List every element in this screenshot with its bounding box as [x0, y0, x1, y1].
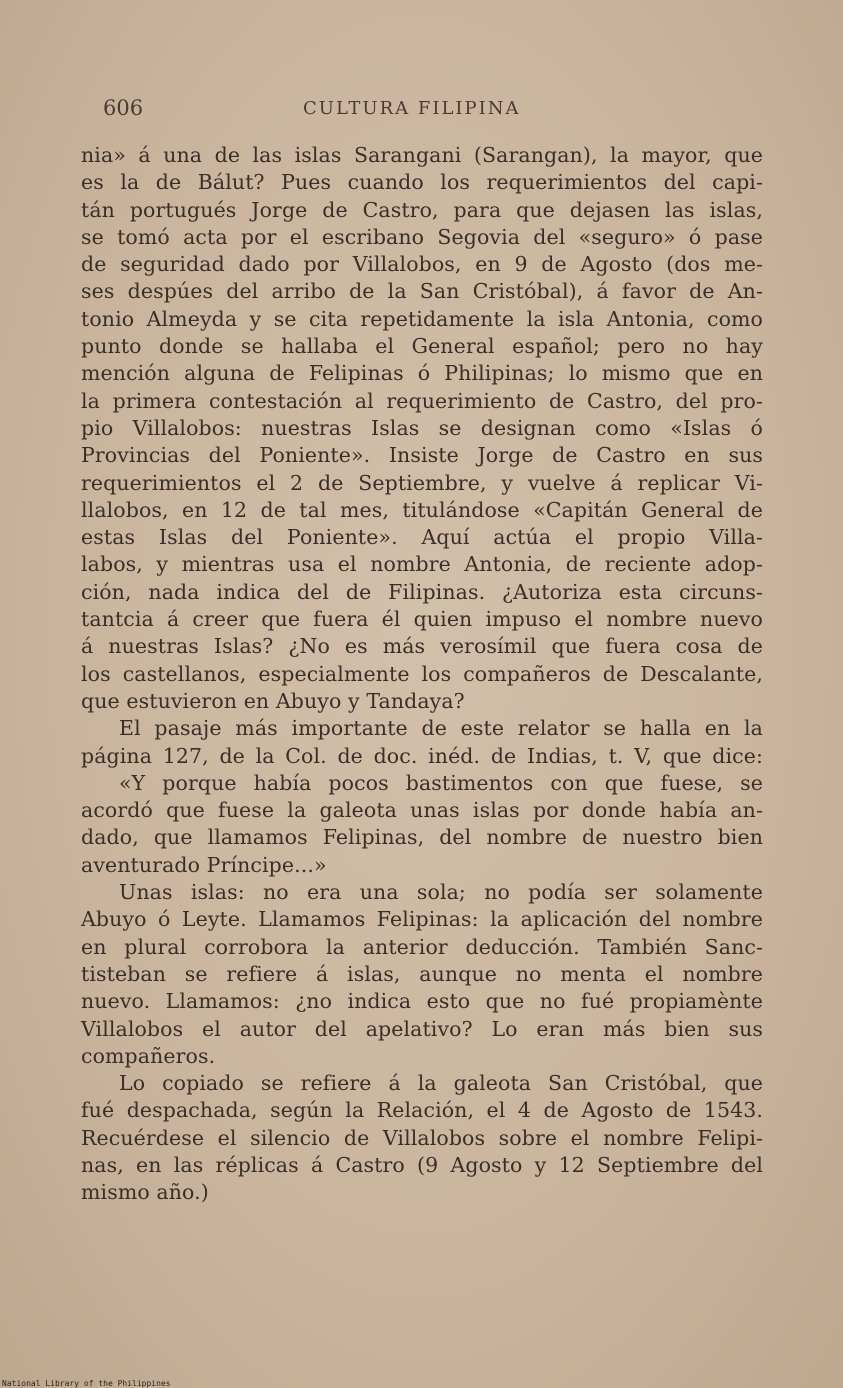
page-number: 606	[103, 96, 144, 120]
text-line: acordó que fuese la galeota unas islas por donde había an-	[81, 798, 763, 823]
text-line: pio Villalobos: nuestras Islas se designan como «Islas ó	[81, 415, 763, 440]
text-line: nia» á una de las islas Sarangani (Sarangan), la mayor, que	[81, 143, 763, 167]
text-line: á nuestras Islas? ¿No es más verosímil que fuera cosa de	[81, 634, 763, 659]
text-line: se tomó acta por el escribano Segovia del «seguro» ó pase	[81, 224, 763, 249]
text-line: Abuyo ó Leyte. Llamamos Felipinas: la aplicación del nombre	[81, 907, 763, 932]
text-line: mención alguna de Felipinas ó Philipinas; lo mismo que en	[81, 361, 763, 386]
text-line: Unas islas: no era una sola; no podía ser solamente	[119, 880, 763, 905]
text-line: Provincias del Poniente». Insiste Jorge de Castro en sus	[81, 443, 763, 468]
text-line: punto donde se hallaba el General español; pero no hay	[81, 334, 763, 359]
text-line: en plural corrobora la anterior deducción. También Sanc-	[81, 934, 763, 959]
text-line: tantcia á creer que fuera él quien impuso el nombre nuevo	[81, 607, 763, 632]
text-line: labos, y mientras usa el nombre Antonia, de reciente adop-	[81, 552, 763, 577]
text-line: Recuérdese el silencio de Villalobos sobre el nombre Felipi-	[81, 1125, 763, 1150]
text-line: El pasaje más importante de este relator se halla en la	[119, 716, 763, 741]
text-line: «Y porque había pocos bastimentos con que fuese, se	[119, 770, 763, 795]
text-line: requerimientos el 2 de Septiembre, y vuelve á replicar Vi-	[81, 470, 763, 495]
body-text	[81, 142, 763, 1207]
text-line: llalobos, en 12 de tal mes, titulándose «Capitán General de	[81, 497, 763, 522]
text-line: nas, en las réplicas á Castro (9 Agosto y 12 Septiembre del	[81, 1152, 763, 1177]
text-line: dado, que llamamos Felipinas, del nombre de nuestro bien	[81, 825, 763, 850]
text-line: ses despúes del arribo de la San Cristóbal), á favor de An-	[81, 279, 763, 304]
text-line: mismo año.)	[81, 1180, 209, 1205]
text-line: de seguridad dado por Villalobos, en 9 de Agosto (dos me-	[81, 252, 763, 277]
text-line: estas Islas del Poniente». Aquí actúa el propio Villa-	[81, 525, 763, 550]
text-line: aventurado Príncipe...»	[81, 852, 327, 877]
text-line: tonio Almeyda y se cita repetidamente la isla Antonia, como	[81, 306, 763, 331]
text-line: nuevo. Llamamos: ¿no indica esto que no fué propiamènte	[81, 989, 763, 1014]
text-line: que estuvieron en Abuyo y Tandaya?	[81, 688, 465, 713]
text-line: compañeros.	[81, 1043, 216, 1068]
library-credit: National Library of the Philippines	[2, 1379, 171, 1388]
text-line: Villalobos el autor del apelativo? Lo eran más bien sus	[81, 1016, 763, 1041]
text-line: los castellanos, especialmente los compañeros de Descalante,	[81, 661, 763, 686]
text-line: tisteban se refiere á islas, aunque no menta el nombre	[81, 961, 763, 986]
text-line: fué despachada, según la Relación, el 4 de Agosto de 1543.	[81, 1098, 763, 1123]
text-line: tán portugués Jorge de Castro, para que dejasen las islas,	[81, 197, 763, 222]
text-line: es la de Bálut? Pues cuando los requerimientos del capi-	[81, 170, 763, 195]
running-title: CULTURA FILIPINA	[303, 98, 521, 119]
text-line: Lo copiado se refiere á la galeota San Cristóbal, que	[119, 1071, 763, 1096]
text-line: página 127, de la Col. de doc. inéd. de Indias, t. V, que dice:	[81, 743, 763, 768]
text-line: ción, nada indica del de Filipinas. ¿Autoriza esta circuns-	[81, 579, 763, 604]
text-line: la primera contestación al requerimiento de Castro, del pro-	[81, 388, 763, 413]
page-header	[103, 96, 763, 126]
